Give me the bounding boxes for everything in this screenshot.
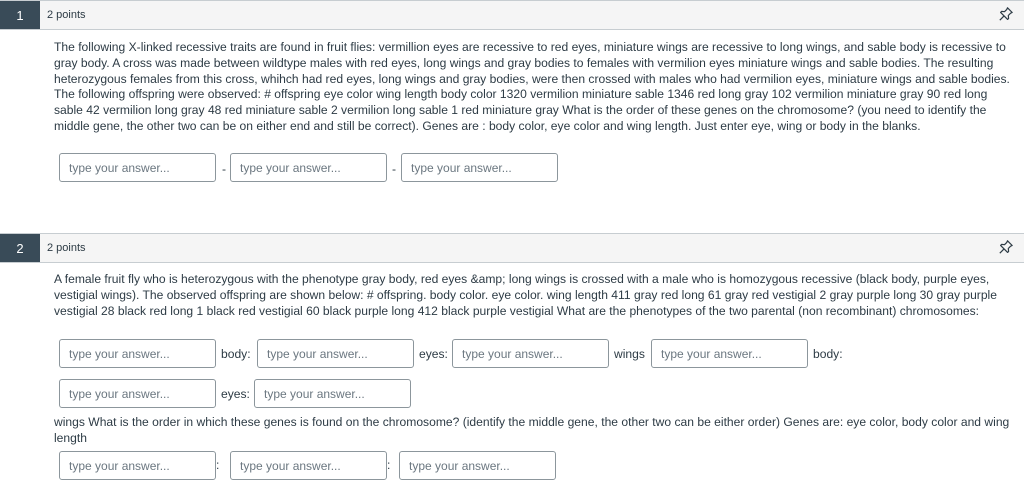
answer-blank[interactable] (257, 339, 414, 368)
question-points: 2 points (47, 242, 86, 254)
blank-separator: - (392, 162, 397, 176)
question-text: The following X-linked recessive traits are found in fruit flies: vermillion eyes are recessive to red eyes, miniature wings are recessive to long wings, and sable body is recessive to gray body. A cross was made between wildtype males with red eyes, long wings and gray bodies to females with vermilion eyes miniature wings and sable bodies. The resulting heterozygous females from this cross, whihch had red eyes, long wings and gray bodies, were then crossed with males who had vermilion eyes, miniature wings and sable bodies. The following offspring were observed: # offspring eye color wing length body color 1320 vermilion miniature sable 1346 red long gray 102 vermilion miniature gray 90 red long sable 42 vermilion long gray 48 red miniature sable 2 vermilion long sable 1 red miniature gray What is the order of these genes on the chromosome? (you need to identify the middle gene, the other two can be on either end and still be correct). Genes are : body color, eye color and wing length. Just enter eye, wing or body in the blanks. (54, 40, 1010, 133)
blank-separator: : (387, 458, 391, 472)
inline-label: body: (221, 347, 251, 361)
pin-icon[interactable] (998, 239, 1014, 255)
question-header (0, 0, 1024, 30)
answer-blank[interactable] (230, 451, 387, 480)
answer-blank[interactable] (59, 451, 216, 480)
answer-blank[interactable] (401, 153, 558, 182)
question-header (0, 233, 1024, 263)
inline-label: eyes: (221, 387, 250, 401)
answer-blank[interactable] (59, 153, 216, 182)
blank-separator: - (222, 162, 227, 176)
answer-blank[interactable] (59, 379, 216, 408)
question-number: 1 (0, 1, 40, 29)
question-number: 2 (0, 234, 40, 262)
inline-label: eyes: (419, 347, 448, 361)
inline-label: body: (813, 347, 843, 361)
pin-icon[interactable] (998, 6, 1014, 22)
answer-blank[interactable] (59, 339, 216, 368)
answer-blank[interactable] (651, 339, 808, 368)
question-text-continued: wings What is the order in which these genes is found on the chromosome? (identify the middle gene, the other two can be either order) Genes are: eye color, body color and wing length (54, 415, 1010, 445)
answer-blank[interactable] (254, 379, 411, 408)
answer-blank[interactable] (399, 451, 556, 480)
answer-blank[interactable] (230, 153, 387, 182)
question-points: 2 points (47, 9, 86, 21)
answer-blank[interactable] (452, 339, 609, 368)
blank-separator: : (216, 458, 220, 472)
inline-label: wings (614, 347, 645, 361)
question-text: A female fruit fly who is heterozygous with the phenotype gray body, red eyes &amp; long wings is crossed with a male who is homozygous recessive (black body, purple eyes, vestigial wings). The observed offspring are shown below: # offspring. body color. eye color. wing length 411 gray red long 61 gray red vestigial 2 gray purple long 30 gray purple vestigial 28 black red long 1 black red vestigial 60 black purple long 412 black purple vestigial What are the phenotypes of the two parental (non recombinant) chromosomes: (54, 272, 997, 318)
